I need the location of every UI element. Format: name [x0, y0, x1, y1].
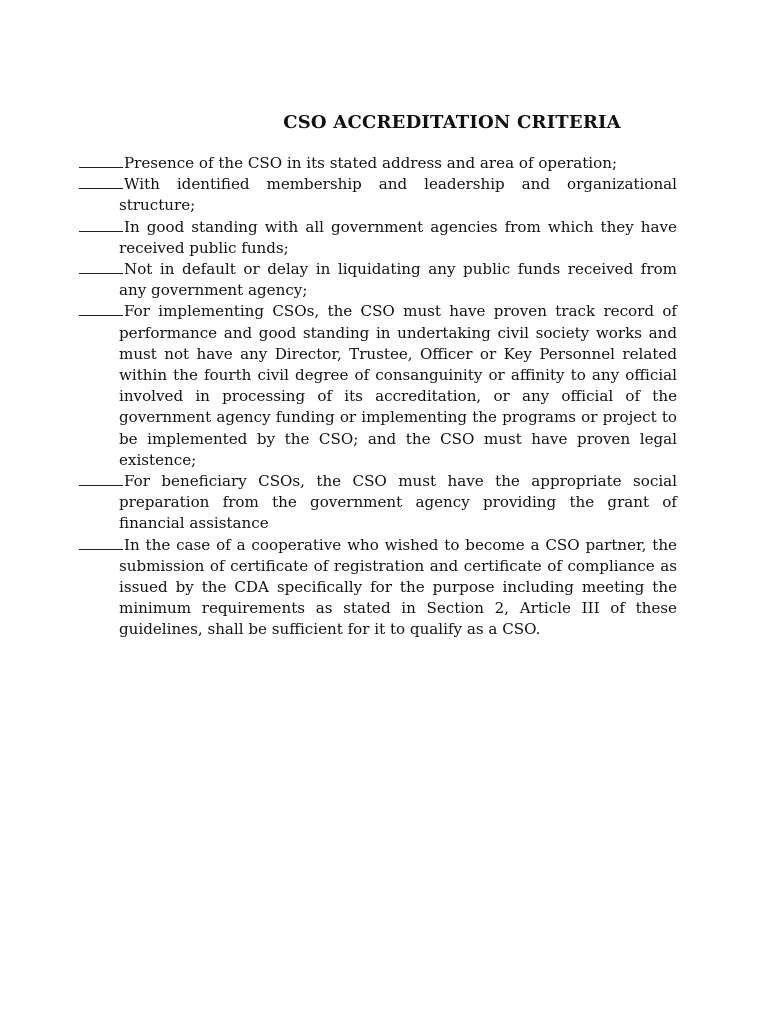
criteria-item — [79, 217, 677, 259]
criteria-item — [79, 174, 677, 216]
criteria-text: In the case of a cooperative who wished to become a CSO partner, the submission of certificate of registration and certificate of compliance as issued by the CDA specifically for the purpose including meeting the minimum requirements as stated in Section 2, Article III of these guidelines, shall be sufficient for it to qualify as a CSO. — [119, 535, 677, 639]
checkbox-blank-line[interactable] — [79, 303, 123, 316]
criteria-text: With identified membership and leadership and organizational structure; — [119, 175, 677, 215]
criteria-text: For implementing CSOs, the CSO must have proven track record of performance and good standing in undertaking civil society works and must not have any Director, Trustee, Officer or Key Personnel related within the fourth civil degree of consanguinity or affinity to any official involved in processing of its accreditation, or any official of the government agency funding or implementing the programs or project to be implemented by the CSO; and the CSO must have proven legal existence; — [119, 302, 677, 469]
criteria-text: Presence of the CSO in its stated address and area of operation; — [124, 154, 618, 172]
criteria-text: In good standing with all government agencies from which they have received public funds; — [119, 217, 677, 257]
checkbox-blank-line[interactable] — [79, 473, 123, 486]
criteria-item — [79, 153, 677, 174]
criteria-item — [79, 301, 677, 471]
checkbox-blank-line[interactable] — [79, 176, 123, 189]
criteria-item — [79, 259, 677, 301]
criteria-text: For beneficiary CSOs, the CSO must have the appropriate social preparation from the government agency providing the grant of financial assistance — [119, 472, 677, 533]
checkbox-blank-line[interactable] — [79, 261, 123, 274]
checkbox-blank-line[interactable] — [79, 219, 123, 232]
checkbox-blank-line[interactable] — [79, 537, 123, 550]
criteria-item — [79, 471, 677, 535]
criteria-item — [79, 535, 677, 641]
checkbox-blank-line[interactable] — [79, 155, 123, 168]
document-title: CSO ACCREDITATION CRITERIA — [283, 112, 621, 133]
criteria-text: Not in default or delay in liquidating any public funds received from any government agency; — [119, 260, 677, 300]
criteria-list — [79, 153, 677, 641]
